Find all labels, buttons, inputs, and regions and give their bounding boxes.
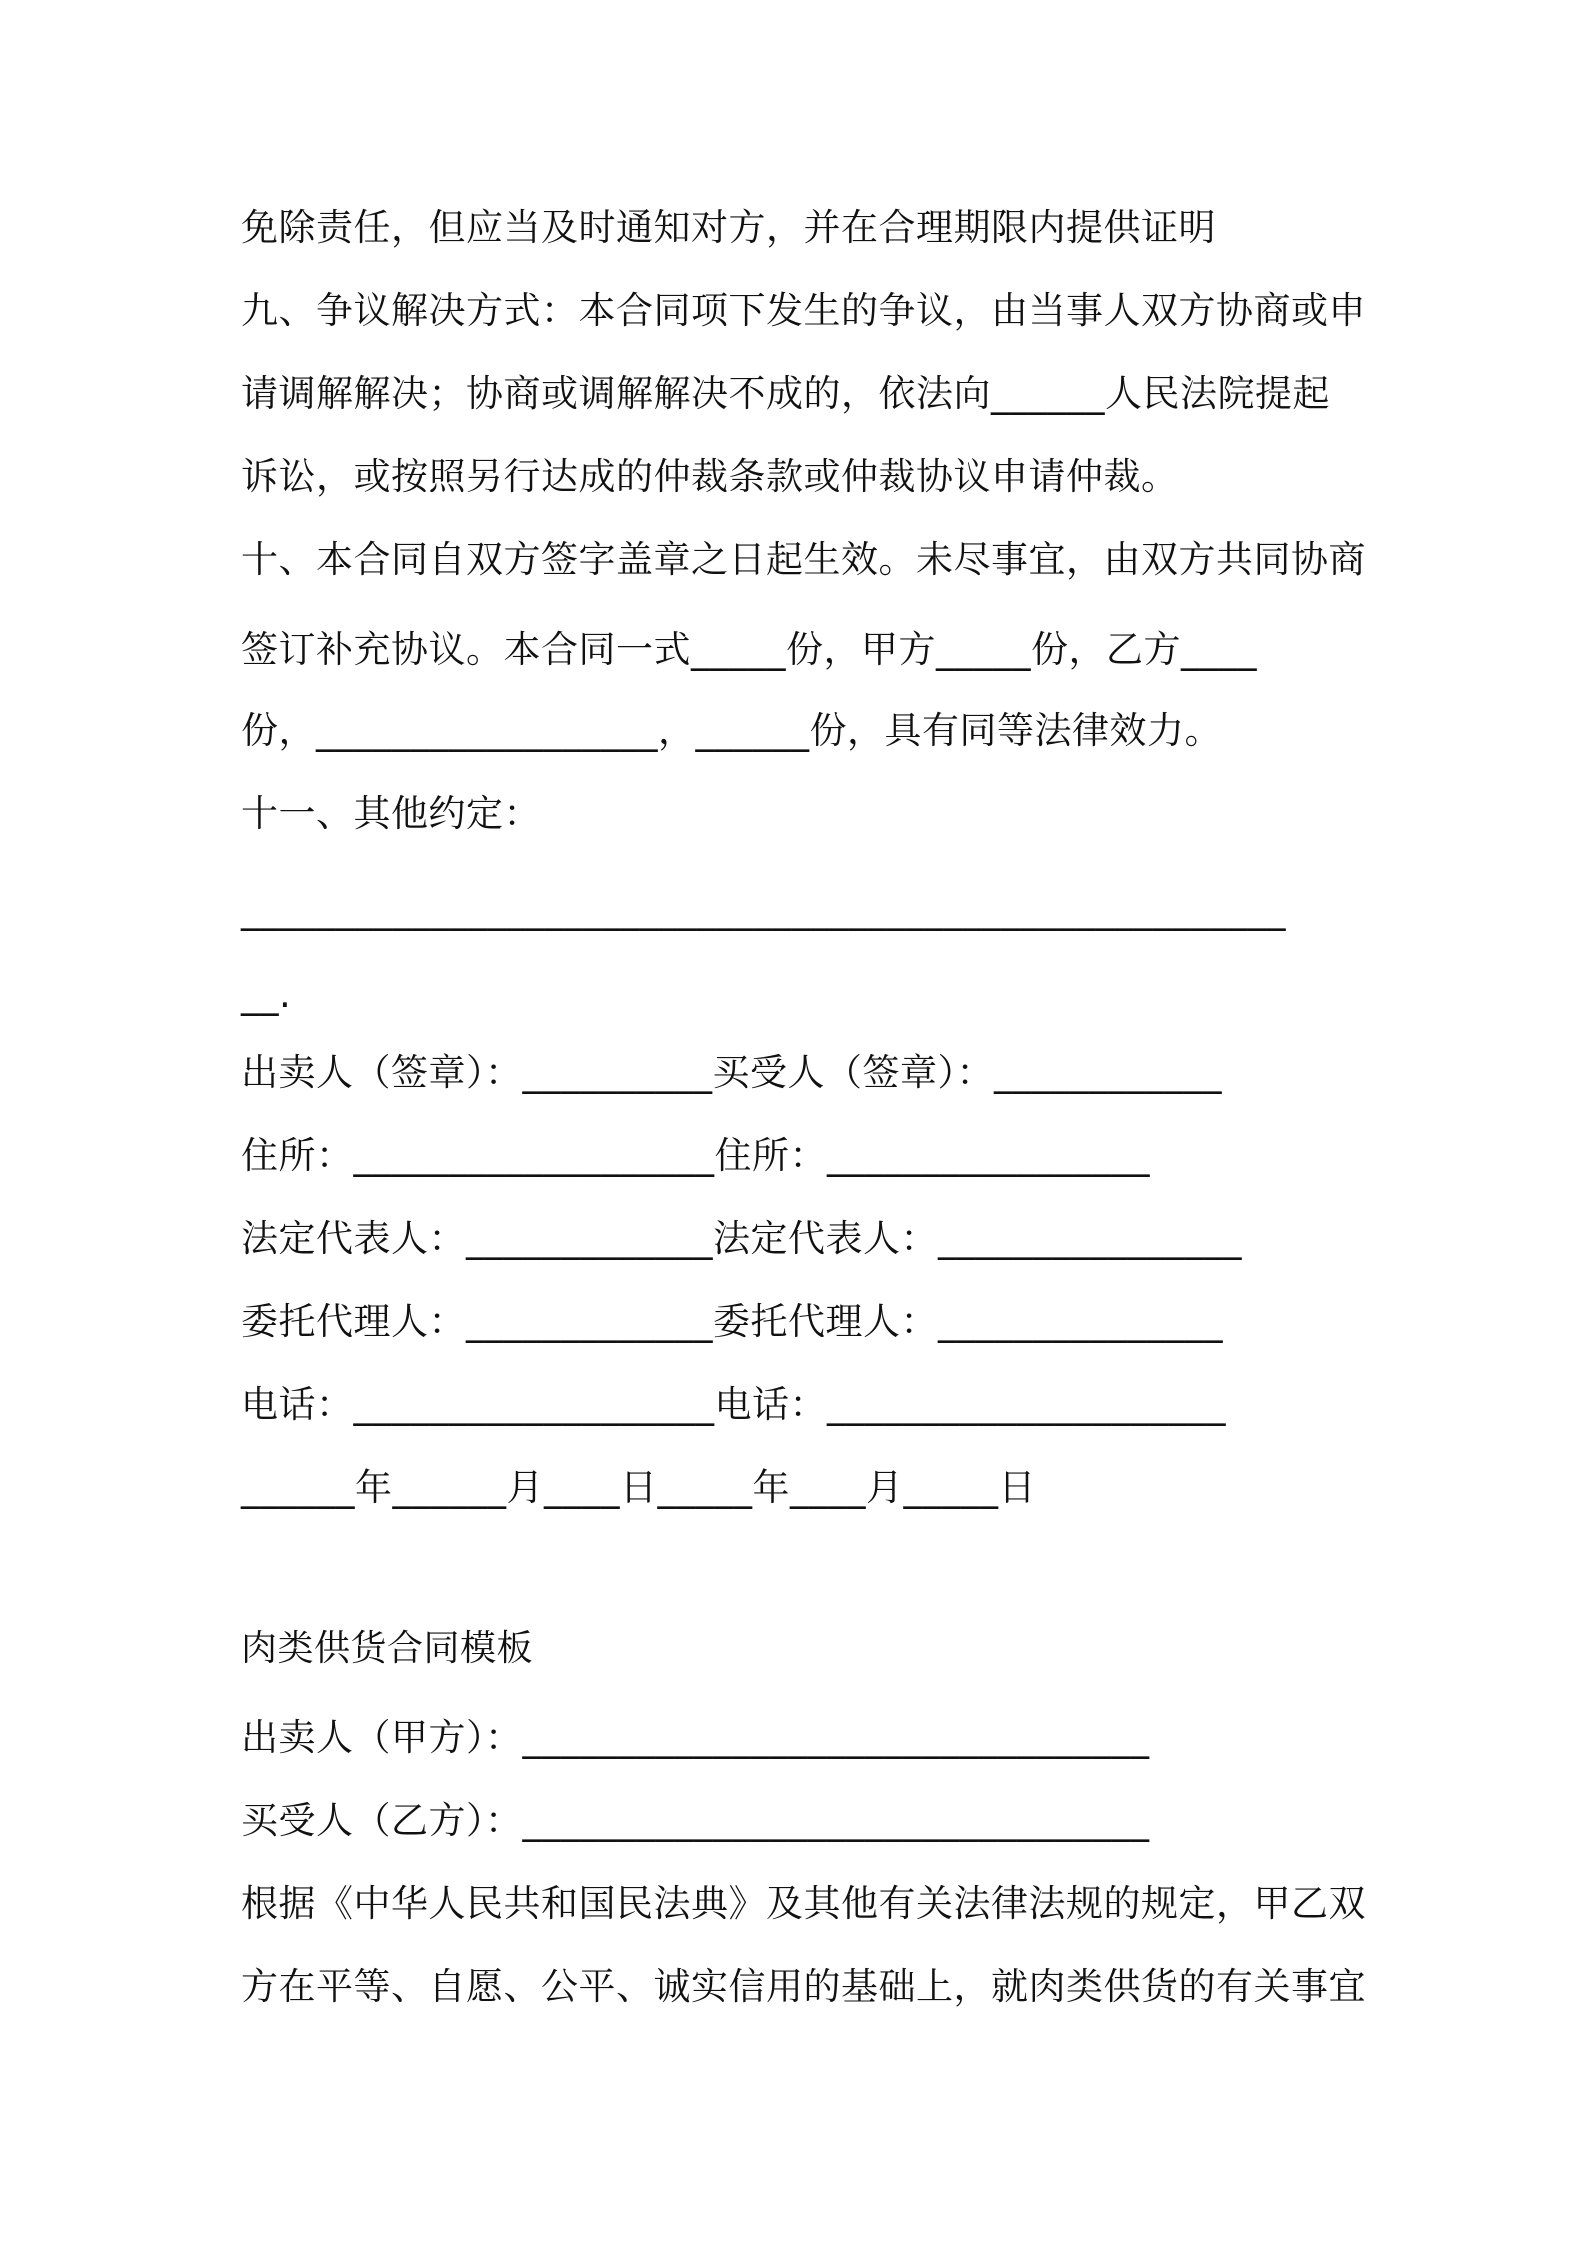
- party-seller: 出卖人（甲方）：_________________________________: [241, 1716, 1150, 1759]
- clause-10-line-3: 份，__________________，______份，具有同等法律效力。: [241, 709, 1222, 752]
- clause-11-heading: 十一、其他约定：: [241, 792, 541, 835]
- clause-9-line-3: 诉讼，或按照另行达成的仲裁条款或仲裁协议申请仲裁。: [241, 455, 1179, 498]
- preamble-line-2: 方在平等、自愿、公平、诚实信用的基础上，就肉类供货的有关事宜: [241, 1965, 1366, 2008]
- signature-agent: 委托代理人：_____________委托代理人：_______________: [241, 1300, 1223, 1343]
- clause-9-line-2: 请调解解决；协商或调解解决不成的，依法向______人民法院提起: [241, 372, 1330, 415]
- clause-11-blank-line: _______________________________________________________: [241, 888, 1286, 931]
- signature-address: 住所：___________________住所：_________________: [241, 1134, 1150, 1177]
- clause-10-line-1: 十、本合同自双方签字盖章之日起生效。未尽事宜，由双方共同协商: [241, 538, 1366, 581]
- clause-9-line-1: 九、争议解决方式：本合同项下发生的争议，由当事人双方协商或申: [241, 289, 1366, 332]
- clause-8-continuation: 免除责任，但应当及时通知对方，并在合理期限内提供证明: [241, 206, 1216, 249]
- signature-phone: 电话：___________________电话：_____________________: [241, 1383, 1226, 1426]
- signature-date: ______年______月____日_____年____月_____日: [241, 1466, 1036, 1509]
- template-title: 肉类供货合同模板: [241, 1628, 534, 1669]
- signature-legal-rep: 法定代表人：_____________法定代表人：________________: [241, 1217, 1242, 1260]
- signature-seller-buyer: 出卖人（签章）：__________买受人（签章）：____________: [241, 1051, 1222, 1094]
- preamble-line-1: 根据《中华人民共和国民法典》及其他有关法律法规的规定，甲乙双: [241, 1882, 1366, 1925]
- party-buyer: 买受人（乙方）：_________________________________: [241, 1799, 1150, 1842]
- clause-11-blank-end: __.: [241, 973, 292, 1016]
- clause-10-line-2: 签订补充协议。本合同一式_____份，甲方_____份，乙方____: [241, 628, 1257, 671]
